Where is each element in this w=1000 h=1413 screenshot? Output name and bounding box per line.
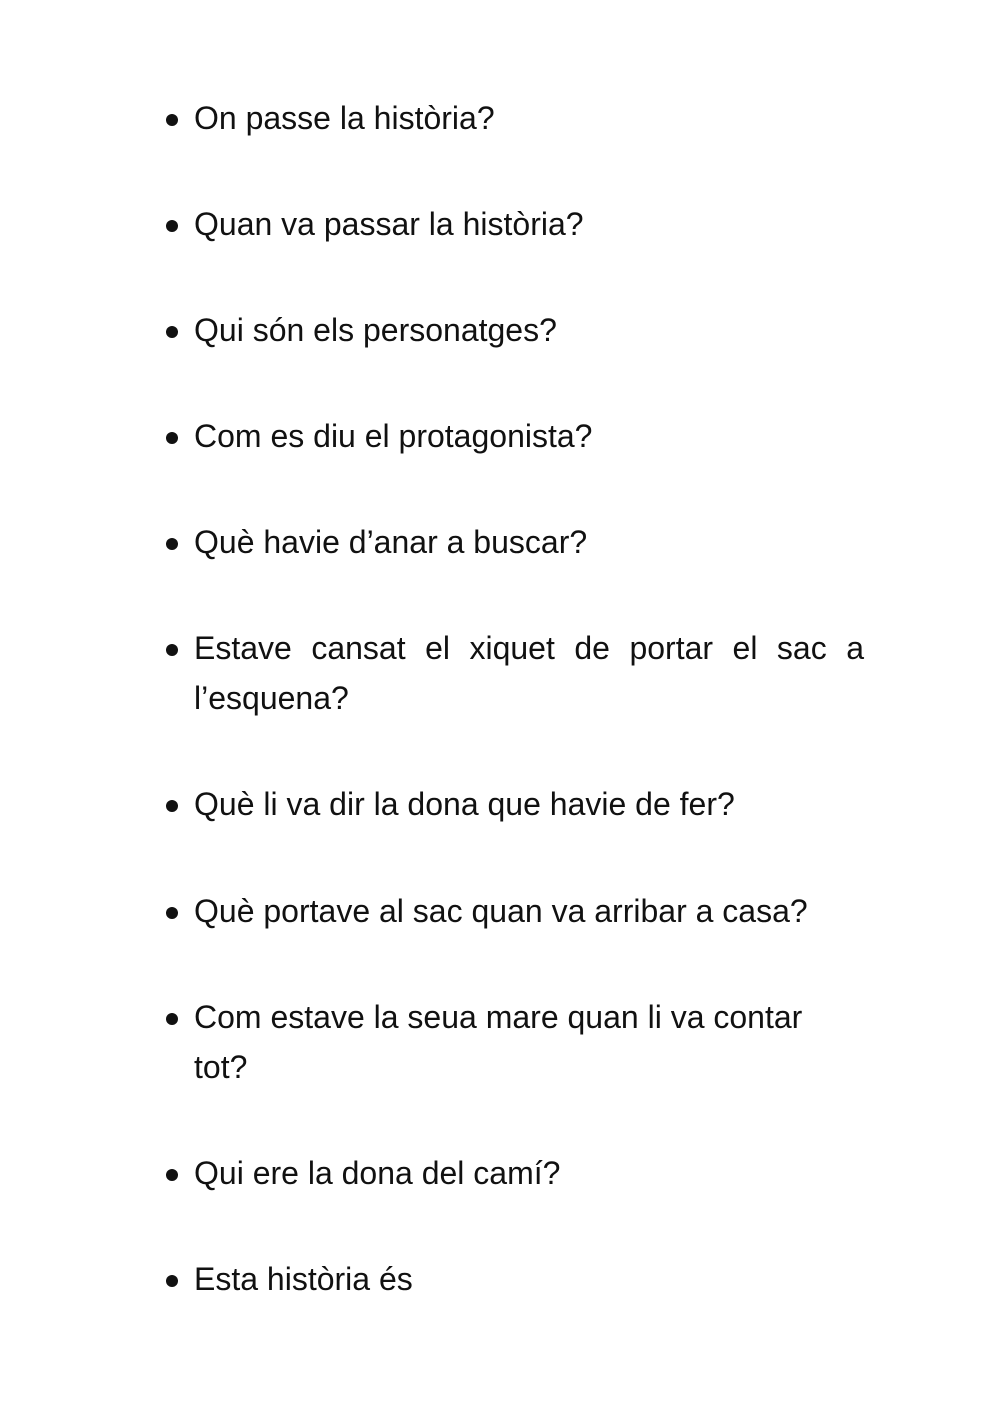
question-text: Què li va dir la dona que havie de fer? [194, 786, 735, 822]
list-item [164, 411, 864, 461]
bullet-icon [164, 411, 194, 461]
bullet-icon [164, 93, 194, 143]
question-text: Què havie d’anar a buscar? [194, 524, 588, 560]
bullet-icon [164, 305, 194, 355]
question-text: Esta història és [194, 1261, 413, 1297]
list-item [164, 199, 864, 249]
bullet-icon [164, 886, 194, 936]
list-item [164, 886, 864, 936]
question-text: Quan va passar la història? [194, 206, 584, 242]
question-text: Com estave la seua mare quan li va contar tot? [194, 999, 803, 1085]
bullet-icon [164, 992, 194, 1042]
list-item [164, 93, 864, 143]
bullet-icon [164, 199, 194, 249]
question-text: Què portave al sac quan va arribar a casa? [194, 893, 808, 929]
question-text: On passe la història? [194, 100, 495, 136]
list-item [164, 623, 864, 723]
list-item [164, 305, 864, 355]
list-item [164, 992, 864, 1092]
question-text: Estave cansat el xiquet de portar el sac a l’esquena? [194, 630, 864, 716]
bullet-icon [164, 1254, 194, 1304]
question-text: Com es diu el protagonista? [194, 418, 593, 454]
bullet-icon [164, 623, 194, 673]
bullet-icon [164, 517, 194, 567]
question-text: Qui ere la dona del camí? [194, 1155, 561, 1191]
bullet-icon [164, 779, 194, 829]
list-item [164, 1254, 864, 1304]
list-item [164, 517, 864, 567]
list-item [164, 1148, 864, 1198]
question-text: Qui són els personatges? [194, 312, 557, 348]
bullet-icon [164, 1148, 194, 1198]
list-item [164, 779, 864, 829]
